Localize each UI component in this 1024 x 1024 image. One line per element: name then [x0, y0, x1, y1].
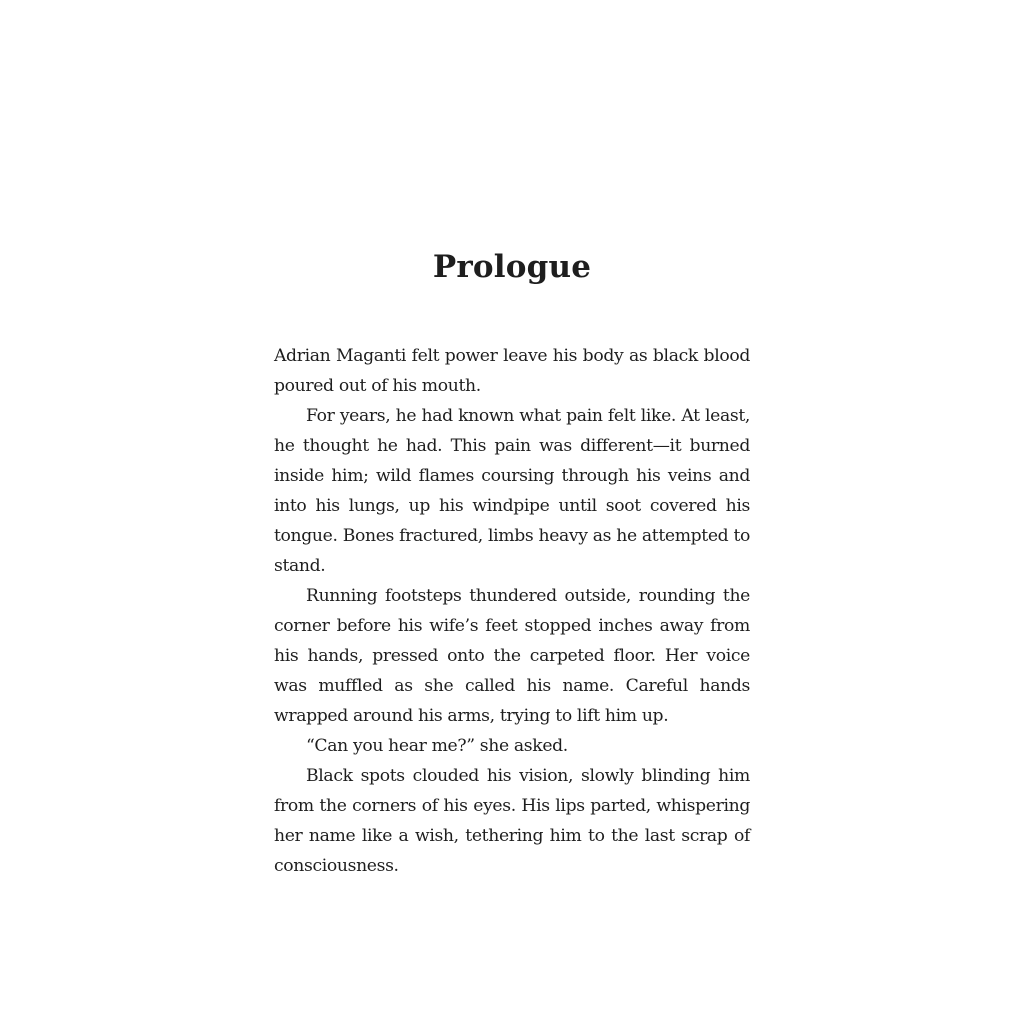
paragraph-dialogue: “Can you hear me?” she asked. — [306, 736, 568, 756]
paragraph: For years, he had known what pain felt like. At least, he thought he had. This pain was different—it burned inside him; wild flames coursing through his veins and into his lungs, up his windpipe until soot covered his tongue. Bones fractured, limbs heavy as he attempted to stand. — [274, 406, 751, 576]
paragraph: Black spots clouded his vision, slowly blinding him from the corners of his eyes. His lips parted, whispering her name like a wish, tethering him to the last scrap of consciousness. — [274, 766, 750, 876]
chapter-body — [274, 341, 750, 881]
paragraph: Adrian Maganti felt power leave his body as black blood poured out of his mouth. — [274, 346, 750, 396]
book-page — [274, 240, 750, 881]
chapter-title: Prologue — [432, 249, 592, 285]
paragraph: Running footsteps thundered outside, rounding the corner before his wife’s feet stopped inches away from his hands, pressed onto the carpeted floor. Her voice was muffled as she called his name. Careful hands wrapped around his arms, trying to lift him up. — [274, 586, 750, 726]
